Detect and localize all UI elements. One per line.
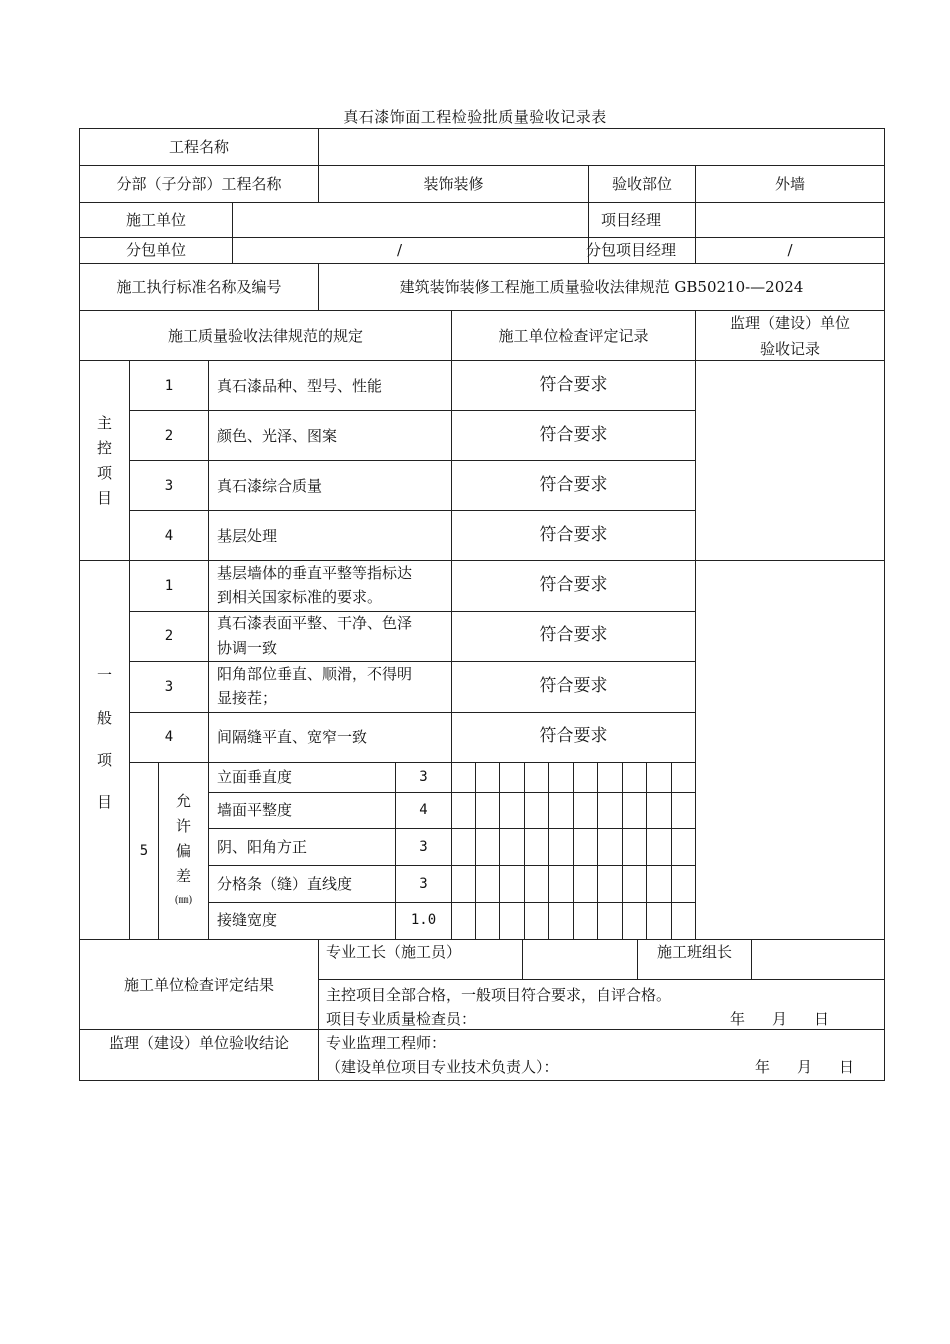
date-year: 年 <box>755 1058 771 1076</box>
general-item-result: 符合要求 <box>539 726 608 746</box>
main-control-label-char: 项 <box>96 464 112 482</box>
foreman-label: 专业工长（施工员） <box>326 943 462 961</box>
main-item-desc: 真石漆品种、型号、性能 <box>217 377 383 395</box>
main-item-result: 符合要求 <box>539 475 608 495</box>
main-control-label-char: 控 <box>96 439 112 457</box>
general-label-char: 一 <box>96 666 112 684</box>
main-item-result: 符合要求 <box>539 425 608 445</box>
team-leader-label: 施工班组长 <box>656 943 732 961</box>
general-item-result: 符合要求 <box>539 676 608 696</box>
deviation-no: 5 <box>139 843 149 859</box>
general-item-no: 2 <box>164 628 174 644</box>
general-item-result: 符合要求 <box>539 625 608 645</box>
deviation-row-value: 1.0 <box>410 912 437 928</box>
general-item-result: 符合要求 <box>539 575 608 595</box>
inspection-part-value: 外墙 <box>774 175 805 193</box>
self-eval-text: 主控项目全部合格，一般项目符合要求，自评合格。 <box>326 986 672 1004</box>
standard-label: 施工执行标准名称及编号 <box>116 278 282 296</box>
subdivision-label: 分部（子分部）工程名称 <box>116 175 282 193</box>
deviation-label-char: 偏 <box>175 842 191 860</box>
date-day: 日 <box>839 1058 855 1076</box>
general-item-no: 3 <box>164 679 174 695</box>
general-label-char: 项 <box>96 751 112 769</box>
general-item-desc-line1: 阳角部位垂直、顺滑，不得明 <box>217 665 413 683</box>
main-item-desc: 真石漆综合质量 <box>217 477 323 495</box>
subcontractor-value: / <box>396 241 403 259</box>
deviation-row-value: 3 <box>419 876 428 892</box>
main-control-label-char: 目 <box>96 489 112 507</box>
subdivision-value: 装饰装修 <box>423 175 484 193</box>
sub-manager-label: 分包项目经理 <box>585 241 676 259</box>
general-item-desc-line1: 间隔缝平直、宽窄一致 <box>217 728 368 746</box>
deviation-label-char: 差 <box>175 867 191 885</box>
supervisor-record-header-line2: 验收记录 <box>759 340 820 358</box>
deviation-unit: (㎜) <box>174 895 193 906</box>
deviation-row-desc: 墙面平整度 <box>217 801 293 819</box>
supervisor-conclusion-label: 监理（建设）单位验收结论 <box>108 1034 289 1052</box>
deviation-row-desc: 分格条（缝）直线度 <box>217 875 353 893</box>
deviation-row-desc: 立面垂直度 <box>217 768 293 786</box>
qc-inspector-label: 项目专业质量检查员： <box>326 1010 477 1028</box>
main-item-no: 4 <box>164 528 174 544</box>
deviation-row-desc: 接缝宽度 <box>217 911 278 929</box>
deviation-row-value: 3 <box>419 769 428 785</box>
main-item-result: 符合要求 <box>539 525 608 545</box>
main-item-desc: 颜色、光泽、图案 <box>217 427 338 445</box>
general-item-desc-line1: 真石漆表面平整、干净、色泽 <box>217 614 413 632</box>
general-item-desc-line2: 显接茬； <box>217 689 278 707</box>
date-day: 日 <box>814 1010 830 1028</box>
date-month: 月 <box>772 1010 788 1028</box>
contractor-record-header: 施工单位检查评定记录 <box>498 327 649 345</box>
contractor-result-label: 施工单位检查评定结果 <box>123 976 274 994</box>
main-item-desc: 基层处理 <box>217 527 278 545</box>
main-item-result: 符合要求 <box>539 375 608 395</box>
main-item-no: 1 <box>164 378 174 394</box>
main-item-no: 2 <box>164 428 174 444</box>
sub-manager-value: / <box>787 241 793 259</box>
deviation-row-value: 3 <box>419 839 428 855</box>
spec-column-header: 施工质量验收法律规范的规定 <box>167 327 363 345</box>
contractor-label: 施工单位 <box>125 211 186 229</box>
deviation-label-char: 允 <box>175 792 191 810</box>
subcontractor-label: 分包单位 <box>125 241 186 259</box>
deviation-row-value: 4 <box>419 802 428 818</box>
page-title: 真石漆饰面工程检验批质量验收记录表 <box>343 108 607 126</box>
project-name-label: 工程名称 <box>168 138 229 156</box>
general-item-no: 4 <box>164 729 174 745</box>
deviation-label-char: 许 <box>175 817 191 835</box>
supervisor-record-header-line1: 监理（建设）单位 <box>729 314 850 332</box>
main-item-no: 3 <box>164 478 174 494</box>
general-item-no: 1 <box>164 578 174 594</box>
general-item-desc-line2: 协调一致 <box>217 639 278 657</box>
inspection-part-label: 验收部位 <box>611 175 672 193</box>
general-item-desc-line1: 基层墙体的垂直平整等指标达 <box>217 564 413 582</box>
general-label-char: 目 <box>96 793 112 811</box>
owner-tech-label: （建设单位项目专业技术负责人）： <box>326 1058 559 1076</box>
supervisor-engineer-label: 专业监理工程师： <box>326 1034 447 1052</box>
general-item-desc-line2: 到相关国家标准的要求。 <box>217 588 383 606</box>
main-control-label-char: 主 <box>96 414 112 432</box>
date-year: 年 <box>730 1010 746 1028</box>
date-month: 月 <box>797 1058 813 1076</box>
general-label-char: 般 <box>96 709 112 727</box>
project-manager-label: 项目经理 <box>600 211 661 229</box>
standard-value: 建筑装饰装修工程施工质量验收法律规范 GB50210-—2024 <box>399 278 804 296</box>
deviation-row-desc: 阴、阳角方正 <box>217 838 308 856</box>
